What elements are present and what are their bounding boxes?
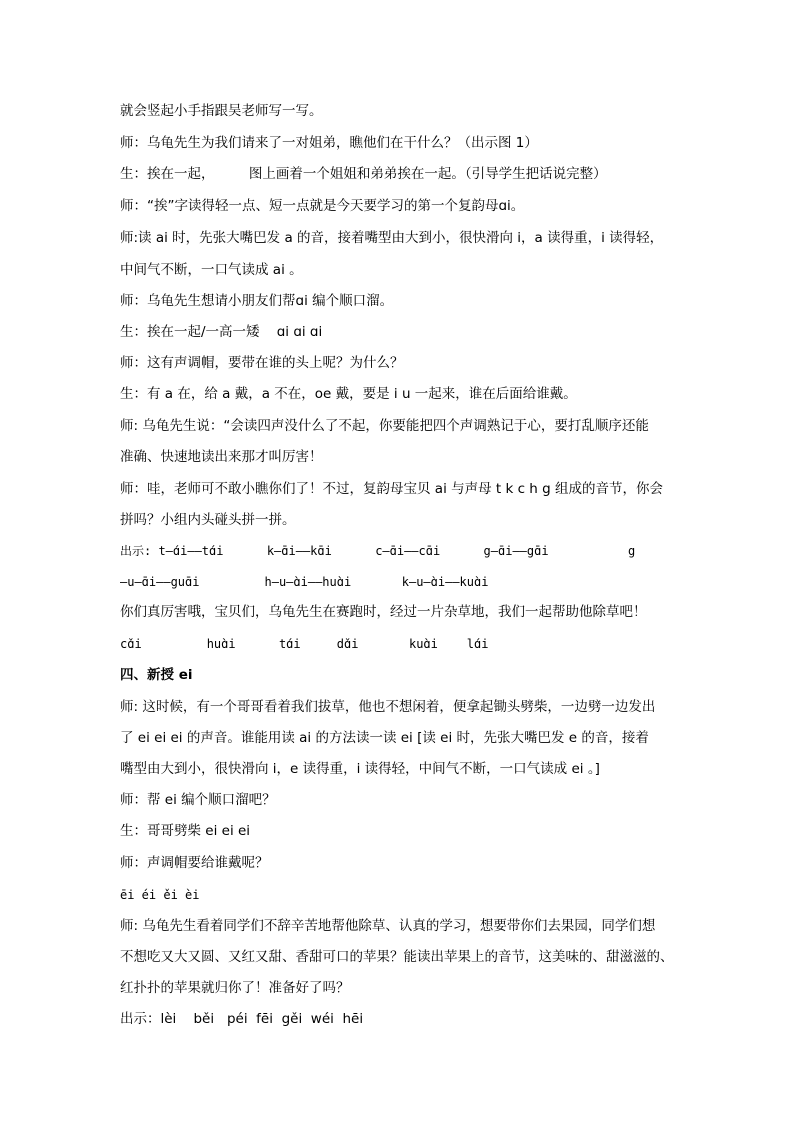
text-line: 生：挨在一起/一高一矮 ɑi ɑi ɑi xyxy=(120,324,323,340)
text-line: 中间气不断，一口气读成 ai 。 xyxy=(120,262,303,278)
text-line: 不想吃又大又圆、又红又甜、香甜可口的苹果？能读出苹果上的音节，这美味的、甜滋滋的、 xyxy=(120,949,674,965)
pinyin-line: —u—ɑ̄i——guɑ̄i h—u—ɑ̀i——huɑ̀i k—u—ɑ̀i——kuɑ̀i xyxy=(120,575,489,589)
text-line: 师: 乌龟先生说：“会读四声没什么了不起，你要能把四个声调熟记于心，要打乱顺序还能 xyxy=(120,418,649,434)
text-line: 师：这有声调帽，要带在谁的头上呢？为什么？ xyxy=(120,355,404,371)
pinyin-line: 出示: t—ɑ́i——tɑ́i k—ɑ̄i——kɑ̄i c—ɑ̄i——cɑ̄i g—ɑ̄i——gɑ̄i g xyxy=(120,544,636,558)
text-line: 红扑扑的苹果就归你了！准备好了吗？ xyxy=(120,980,350,996)
text-line: 师：乌龟先生为我们请来了一对姐弟，瞧他们在干什么？（出示图 1） xyxy=(120,135,538,151)
text-line: 出示：lèi běi péi fēi gěi wéi hēi xyxy=(120,1011,364,1027)
section-heading: 四、新授 ei xyxy=(120,667,193,683)
text-line: 生：有 a 在，给 a 戴，a 不在，oe 戴，要是 i u 一起来，谁在后面给谁戴。 xyxy=(120,386,577,402)
text-line: 生：哥哥劈柴 ei ei ei xyxy=(120,823,251,839)
text-line: 师：乌龟先生想请小朋友们帮ɑi 编个顺口溜。 xyxy=(120,293,394,309)
text-line: 生：挨在一起， 图上画着一个姐姐和弟弟挨在一起。（引导学生把话说完整） xyxy=(120,166,607,182)
text-line: 了 ei ei ei 的声音。谁能用读 ai 的方法读一读 ei [读 ei 时，先张大嘴巴发 e 的音，接着 xyxy=(120,730,649,746)
text-line: 师：帮 ei 编个顺口溜吧？ xyxy=(120,792,276,808)
text-line: 师: 乌龟先生看着同学们不辞辛苦地帮他除草、认真的学习，想要带你们去果园，同学们想 xyxy=(120,918,656,934)
text-line: 师:读 ai 时，先张大嘴巴发 a 的音，接着嘴型由大到小，很快滑向 i，a 读得重，i 读得轻， xyxy=(120,230,664,246)
text-line: 师: 这时候，有一个哥哥看着我们拔草，他也不想闲着，便拿起锄头劈柴，一边劈一边发出 xyxy=(120,699,656,715)
pinyin-line: ēi éi ěi èi xyxy=(120,888,200,902)
text-line: 准确、快速地读出来那才叫厉害！ xyxy=(120,449,323,465)
text-line: 师：声调帽要给谁戴呢？ xyxy=(120,855,269,871)
text-line: 师：“挨”字读得轻一点、短一点就是今天要学习的第一个复韵母ɑi。 xyxy=(120,198,525,214)
text-line: 你们真厉害哦，宝贝们，乌龟先生在赛跑时，经过一片杂草地，我们一起帮助他除草吧！ xyxy=(120,604,647,620)
text-line: 就会竖起小手指跟吴老师写一写。 xyxy=(120,103,323,119)
pinyin-line: cɑ̌i huɑ̀i tɑ́i dɑ̌i kuɑ̀i lɑ́i xyxy=(120,637,489,651)
text-line: 师：哇，老师可不敢小瞧你们了！不过，复韵母宝贝 ai 与声母 t k c h g 组成的音节，你会 xyxy=(120,481,664,497)
text-line: 拼吗？小组内头碰头拼一拼。 xyxy=(120,512,296,528)
text-line: 嘴型由大到小，很快滑向 i，e 读得重，i 读得轻，中间气不断，一口气读成 ei 。] xyxy=(120,761,600,777)
